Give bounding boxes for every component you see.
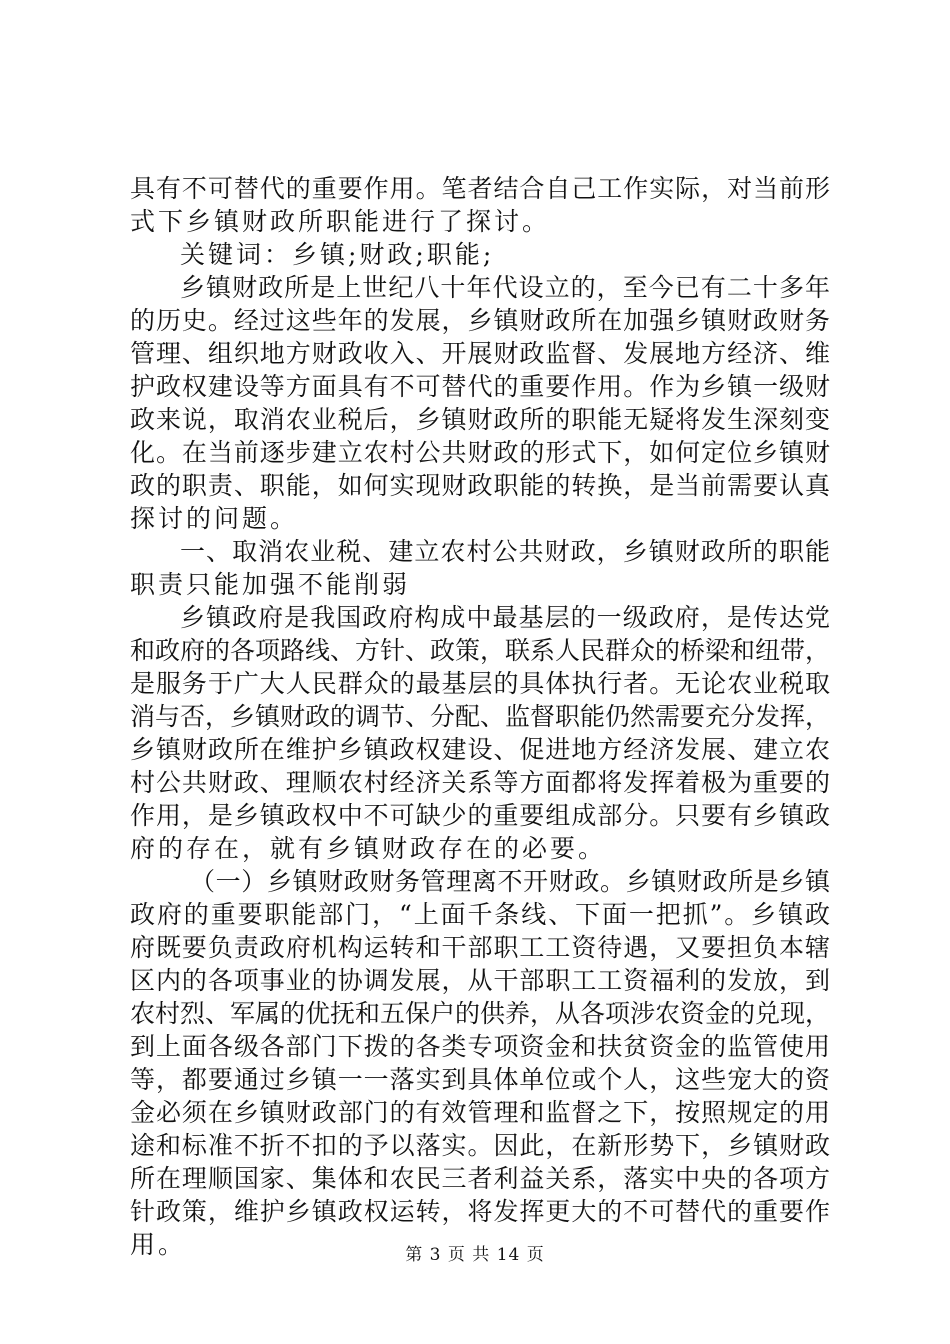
- text-line: 到上面各级各部门下拨的各类专项资金和扶贫资金的监管使用: [130, 1032, 830, 1061]
- text-line: 政来说，取消农业税后，乡镇财政所的职能无疑将发生深刻变: [130, 405, 830, 434]
- text-line: 金必须在乡镇财政部门的有效管理和监督之下，按照规定的用: [130, 1098, 830, 1127]
- text-line: 村公共财政、理顺农村经济关系等方面都将发挥着极为重要的: [130, 768, 830, 797]
- text-line: 府既要负责政府机构运转和干部职工工资待遇，又要担负本辖: [130, 933, 830, 962]
- text-line: 乡镇财政所是上世纪八十年代设立的，至今已有二十多年: [180, 273, 830, 302]
- text-line: 探讨的问题。: [130, 504, 299, 533]
- section-heading: 职责只能加强不能削弱: [130, 570, 411, 599]
- text-line: 政的职责、职能，如何实现财政职能的转换，是当前需要认真: [130, 471, 830, 500]
- subsection-line: （一）乡镇财政财务管理离不开财政。乡镇财政所是乡镇: [190, 867, 830, 896]
- text-line: 管理、组织地方财政收入、开展财政监督、发展地方经济、维: [130, 339, 830, 368]
- text-line: 式下乡镇财政所职能进行了探讨。: [130, 207, 551, 236]
- text-line: 乡镇政府是我国政府构成中最基层的一级政府，是传达党: [180, 603, 830, 632]
- text-line: 是服务于广大人民群众的最基层的具体执行者。无论农业税取: [130, 669, 830, 698]
- text-line: 消与否，乡镇财政的调节、分配、监督职能仍然需要充分发挥，: [130, 702, 831, 731]
- text-line: 针政策，维护乡镇政权运转，将发挥更大的不可替代的重要作: [130, 1197, 830, 1226]
- text-line: 府的存在，就有乡镇财政存在的必要。: [130, 834, 607, 863]
- text-line: 途和标准不折不扣的予以落实。因此，在新形势下，乡镇财政: [130, 1131, 830, 1160]
- text-line: 的历史。经过这些年的发展，乡镇财政所在加强乡镇财政财务: [130, 306, 830, 335]
- text-line: 农村烈、军属的优抚和五保户的供养，从各项涉农资金的兑现，: [130, 999, 831, 1028]
- text-line: 具有不可替代的重要作用。笔者结合自己工作实际，对当前形: [130, 174, 830, 203]
- text-line: 护政权建设等方面具有不可替代的重要作用。作为乡镇一级财: [130, 372, 830, 401]
- text-line: 所在理顺国家、集体和农民三者利益关系，落实中央的各项方: [130, 1164, 830, 1193]
- text-line: 区内的各项事业的协调发展，从干部职工工资福利的发放，到: [130, 966, 830, 995]
- text-line: 作用，是乡镇政权中不可缺少的重要组成部分。只要有乡镇政: [130, 801, 830, 830]
- text-line: 等，都要通过乡镇一一落实到具体单位或个人，这些宠大的资: [130, 1065, 830, 1094]
- section-heading: 一、取消农业税、建立农村公共财政，乡镇财政所的职能: [180, 537, 830, 566]
- document-body: [130, 172, 830, 1261]
- text-line: 化。在当前逐步建立农村公共财政的形式下，如何定位乡镇财: [130, 438, 830, 467]
- text-line: 用。: [130, 1230, 187, 1259]
- text-line: 政府的重要职能部门，“上面千条线、下面一把抓”。乡镇政: [130, 900, 830, 929]
- text-line: 乡镇财政所在维护乡镇政权建设、促进地方经济发展、建立农: [130, 735, 830, 764]
- text-line: 和政府的各项路线、方针、政策，联系人民群众的桥梁和纽带，: [130, 636, 831, 665]
- page-number-footer: 第 3 页 共 14 页: [405, 1245, 545, 1265]
- keywords-line: 关键词：乡镇;财政;职能;: [180, 240, 495, 269]
